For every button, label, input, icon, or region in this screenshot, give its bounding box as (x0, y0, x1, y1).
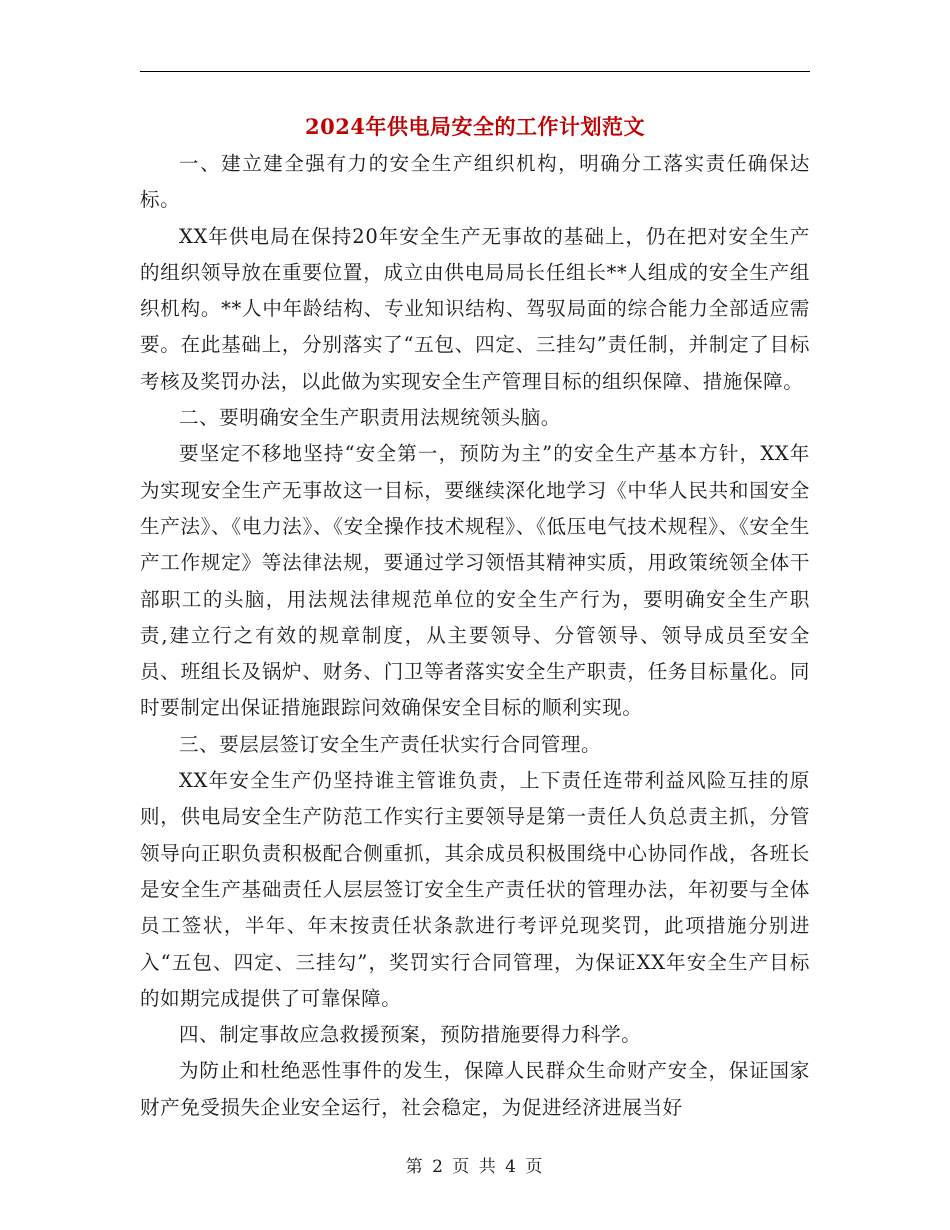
section-heading-2: 二、要明确安全生产职责用法规统领头脑。 (179, 406, 561, 430)
document-body (140, 146, 810, 1126)
document-title: 2024年供电局安全的工作计划范文 (305, 114, 645, 139)
section-heading-3: 三、要层层签订安全生产责任状实行合同管理。 (179, 732, 602, 756)
body-paragraph: 要坚定不移地坚持“安全第一，预防为主”的安全生产基本方针，XX年为实现安全生产无事故这一目标，要继续深化地学习《中华人民共和国安全生产法》、《电力法》、《安全操作技术规程》、《低压电气技术规程》、《安全生产工作规定》等法律法规，要通过学习领悟其精神实质，用政策统领全体干部职工的头脑，用法规法律规范单位的安全生产行为，要明确安全生产职责,建立行之有效的规章制度，从主要领导、分管领导、领导成员至安全员、班组长及锅炉、财务、门卫等者落实安全生产职责，任务目标量化。同时要制定出保证措施跟踪问效确保安全目标的顺利实现。 (140, 442, 810, 720)
section-heading-4: 四、制定事故应急救援预案，预防措施要得力科学。 (179, 1023, 642, 1047)
header-rule (140, 71, 810, 72)
body-paragraph: XX年安全生产仍坚持谁主管谁负责，上下责任连带利益风险互挂的原则，供电局安全生产防范工作实行主要领导是第一责任人负总责主抓，分管领导向正职负责积极配合侧重抓，其余成员积极围绕中心协同作战，各班长是安全生产基础责任人层层签订安全生产责任状的管理办法，年初要与全体员工签状，半年、年末按责任状条款进行考评兑现奖罚，此项措施分别进入“五包、四定、三挂勾”，奖罚实行合同管理，为保证XX年安全生产目标的如期完成提供了可靠保障。 (140, 769, 810, 1010)
body-paragraph: 为防止和杜绝恶性事件的发生，保障人民群众生命财产安全，保证国家财产免受损失企业安全运行，社会稳定，为促进经济进展当好 (140, 1059, 810, 1119)
body-paragraph: XX年供电局在保持20年安全生产无事故的基础上，仍在把对安全生产的组织领导放在重要位置，成立由供电局局长任组长**人组成的安全生产组织机构。**人中年龄结构、专业知识结构、驾驭局面的综合能力全部适应需要。在此基础上，分别落实了“五包、四定、三挂勾”责任制，并制定了目标考核及奖罚办法，以此做为实现安全生产管理目标的组织保障、措施保障。 (140, 224, 810, 393)
section-heading-1: 一、建立建全强有力的安全生产组织机构，明确分工落实责任确保达标。 (140, 152, 810, 212)
page-number: 第 2 页 共 4 页 (405, 1157, 545, 1177)
